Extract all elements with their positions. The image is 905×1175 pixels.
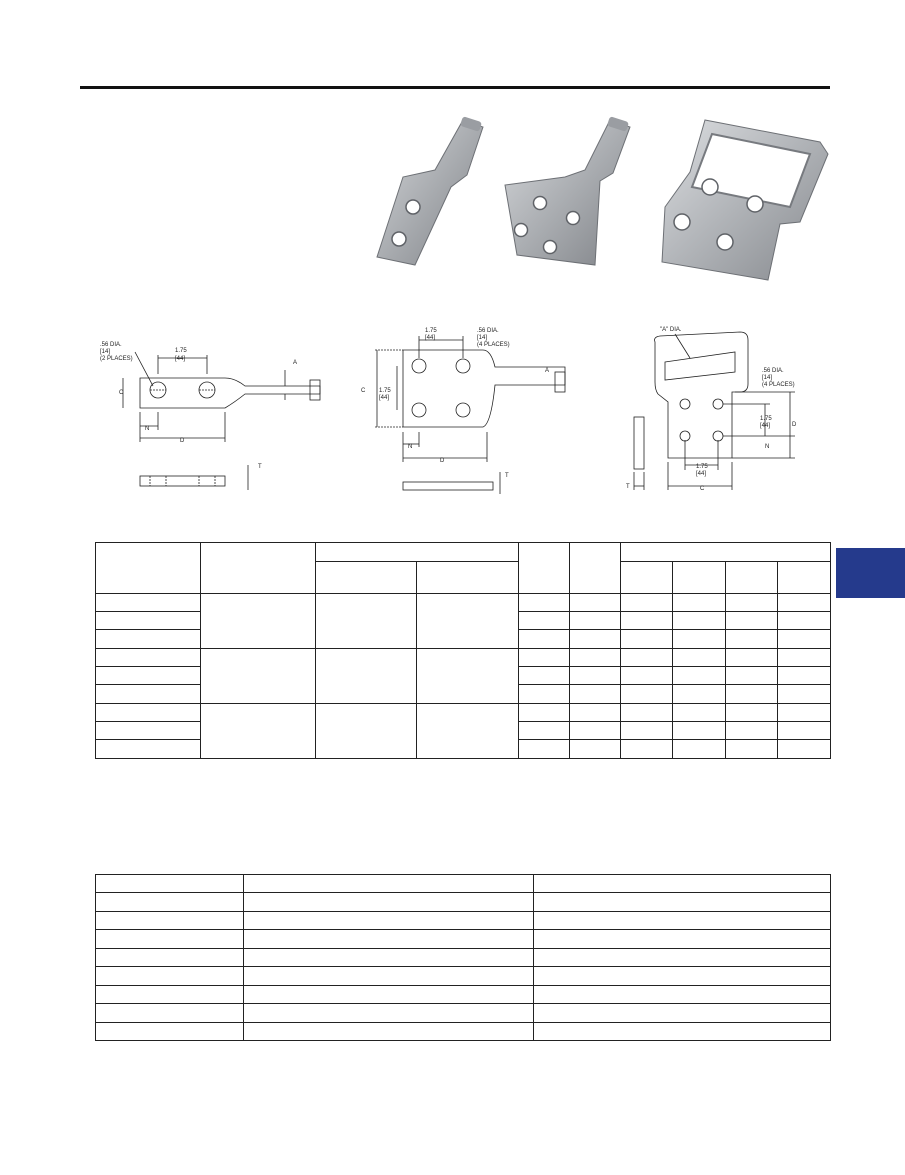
- table-row: [96, 594, 831, 612]
- label-t-two-hole: T: [258, 464, 262, 470]
- table-row: [96, 893, 831, 912]
- header-cell: [201, 543, 316, 594]
- label-a-four-hole: A: [545, 368, 550, 374]
- label-c-four-hole: C: [361, 388, 366, 394]
- table-row: [96, 1004, 831, 1023]
- spacing-h-metric-loop: [44]: [696, 471, 707, 477]
- label-d-two-hole: D: [180, 438, 185, 444]
- spacing-metric-two-hole: [44]: [175, 356, 186, 362]
- hole-note-metric-two-hole: [14]: [100, 349, 111, 355]
- table-row: [96, 704, 831, 722]
- spacing-v-metric-four-hole: [44]: [379, 395, 390, 401]
- ordering-table: [95, 874, 831, 1041]
- hole-note-metric-four-hole: [14]: [477, 335, 488, 341]
- dimension-table: [95, 542, 831, 759]
- hole-note-two-hole: .56 DIA.: [100, 342, 122, 348]
- label-t-four-hole: T: [505, 473, 509, 479]
- header-cell: [621, 543, 831, 562]
- hole-note-places-loop: (4 PLACES): [762, 382, 795, 388]
- header-cell: [570, 543, 621, 594]
- table-row: [96, 930, 831, 949]
- hole-note-metric-loop: [14]: [762, 375, 773, 381]
- label-c-loop: C: [700, 486, 705, 492]
- label-c-two-hole: C: [119, 390, 124, 396]
- header-cell: [726, 562, 778, 594]
- photo-four-hole-terminal: [495, 115, 635, 275]
- header-cell: [316, 562, 417, 594]
- table-row: [96, 986, 831, 1004]
- header-cell: [621, 562, 673, 594]
- hole-note-places-two-hole: (2 PLACES): [100, 356, 133, 362]
- hole-note-four-hole: .56 DIA.: [477, 328, 499, 334]
- spacing-v-metric-loop: [44]: [760, 423, 771, 429]
- header-cell: [316, 543, 519, 562]
- drawing-four-hole-terminal: [355, 322, 575, 502]
- table-row: [96, 949, 831, 967]
- label-n-loop: N: [765, 444, 770, 450]
- hole-note-places-four-hole: (4 PLACES): [477, 342, 510, 348]
- label-d-four-hole: D: [440, 458, 445, 464]
- photo-loop-terminal: [650, 112, 835, 282]
- spacing-v-loop: 1.75: [760, 416, 772, 422]
- table-row: [96, 1023, 831, 1041]
- table-row: [96, 912, 831, 930]
- header-cell: [96, 543, 201, 594]
- spacing-four-hole: 1.75: [425, 328, 437, 334]
- label-n-four-hole: N: [408, 444, 413, 450]
- spacing-two-hole: 1.75: [175, 348, 187, 354]
- top-rule: [80, 86, 830, 89]
- drawing-two-hole-terminal: [95, 330, 335, 500]
- table-row: [96, 649, 831, 667]
- header-cell: [778, 562, 831, 594]
- loop-note: "A" DIA.: [660, 327, 682, 333]
- section-tab: [836, 548, 905, 598]
- table-header-row: [96, 875, 831, 893]
- table-row: [96, 967, 831, 986]
- header-cell: [673, 562, 726, 594]
- label-a-two-hole: A: [293, 360, 298, 366]
- spacing-h-loop: 1.75: [696, 464, 708, 470]
- hole-note-loop: .56 DIA.: [762, 368, 784, 374]
- spacing-metric-four-hole: [44]: [425, 335, 436, 341]
- header-cell: [417, 562, 519, 594]
- photo-two-hole-terminal: [355, 115, 490, 275]
- label-n-two-hole: N: [145, 426, 150, 432]
- header-cell: [519, 543, 570, 594]
- drawing-loop-terminal: [620, 322, 825, 497]
- spacing-v-four-hole: 1.75: [379, 388, 391, 394]
- label-t-loop: T: [626, 484, 630, 490]
- label-d-loop: D: [792, 422, 797, 428]
